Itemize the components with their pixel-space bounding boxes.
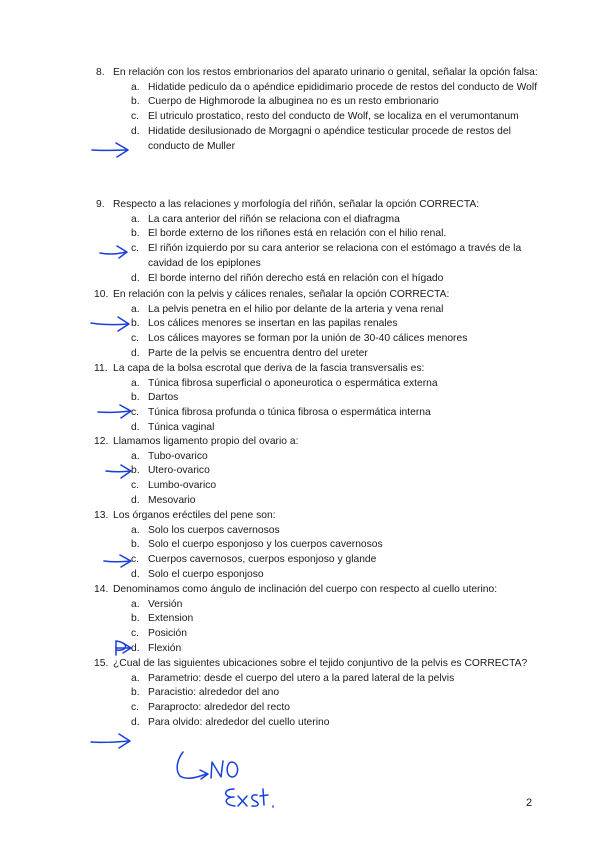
- question-number: 11.: [94, 363, 108, 374]
- question-text: En relación con los restos embrionarios del aparato urinario o genital, señalar la opción falsa:: [113, 67, 538, 78]
- option-b: [96, 391, 546, 406]
- question-number: 13.: [94, 510, 109, 521]
- option-text: Hidatide pediculo da o apéndice epididimario procede de restos del conducto de Wolf: [148, 81, 538, 93]
- option-letter: b.: [131, 392, 140, 404]
- options-list: [96, 672, 546, 731]
- question-number: 10.: [94, 289, 109, 300]
- option-letter: b.: [131, 687, 140, 699]
- option-text: Túnica fibrosa profunda o túnica fibrosa o espermática interna: [148, 407, 431, 419]
- option-text: La cara anterior del riñón se relaciona con el diafragma: [148, 213, 400, 225]
- option-letter: d.: [131, 347, 140, 359]
- option-letter: d.: [131, 125, 140, 137]
- options-list: [96, 377, 546, 436]
- option-letter: b.: [131, 228, 140, 240]
- option-letter: b.: [131, 96, 140, 108]
- option-letter: d.: [131, 716, 140, 728]
- question-number: 9.: [96, 199, 105, 210]
- option-text: La pelvis penetra en el hilio por delante de la arteria y vena renal: [148, 303, 444, 315]
- option-c: [96, 242, 546, 271]
- question-number: 15.: [94, 658, 109, 669]
- option-letter: d.: [131, 494, 140, 506]
- question-text: La capa de la bolsa escrotal que deriva de la fascia transversalis es:: [113, 363, 425, 374]
- option-text: El utriculo prostatico, resto del conducto de Wolf, se localiza en el verumontanum: [148, 111, 519, 123]
- options-list: [96, 598, 546, 657]
- option-letter: a.: [131, 81, 140, 93]
- option-text: Versión: [148, 598, 183, 610]
- options-list: [96, 524, 546, 583]
- option-c: [96, 553, 546, 568]
- option-letter: b.: [131, 465, 140, 477]
- question-number: 8.: [96, 67, 105, 78]
- option-text: El borde externo de los riñones está en relación con el hilio renal.: [148, 228, 447, 240]
- option-d: [96, 347, 546, 362]
- option-letter: a.: [131, 213, 140, 225]
- option-d: [96, 494, 546, 509]
- option-d: [96, 568, 546, 583]
- option-text: Los cálices mayores se forman por la unión de 30-40 cálices menores: [148, 333, 468, 345]
- option-b: [96, 95, 546, 110]
- option-letter: c.: [131, 554, 140, 566]
- option-a: [96, 377, 546, 392]
- option-d: [96, 421, 546, 436]
- options-list: [96, 303, 546, 362]
- question-12: [96, 435, 546, 509]
- option-c: [96, 479, 546, 494]
- question-number: 12.: [94, 436, 109, 447]
- option-text: Túnica fibrosa superficial o aponeurotica o espermática externa: [148, 377, 438, 389]
- option-text: Flexión: [148, 642, 182, 654]
- option-letter: b.: [131, 613, 140, 625]
- question-text: Llamamos ligamento propio del ovario a:: [113, 436, 299, 447]
- question-10: [96, 288, 546, 362]
- option-d: [96, 125, 546, 154]
- question-text: ¿Cual de las siguientes ubicaciones sobre el tejido conjuntivo de la pelvis es CORRECTA?: [113, 658, 528, 669]
- answer-arrow-icon: [91, 734, 130, 748]
- option-text: Solo el cuerpo esponjoso: [148, 568, 264, 580]
- option-letter: d.: [131, 421, 140, 433]
- question-text: Los órganos eréctiles del pene son:: [113, 510, 276, 521]
- option-letter: b.: [131, 318, 140, 330]
- option-letter: c.: [131, 333, 140, 345]
- question-text: Respecto a las relaciones y morfología del riñón, señalar la opción CORRECTA:: [113, 199, 480, 210]
- option-b: [96, 538, 546, 553]
- option-letter: c.: [131, 702, 140, 714]
- option-letter: c.: [131, 243, 140, 255]
- option-text: Dartos: [148, 392, 179, 404]
- option-letter: a.: [131, 377, 140, 389]
- option-c: [96, 332, 546, 347]
- option-text: Solo los cuerpos cavernosos: [148, 524, 280, 536]
- option-letter: d.: [131, 272, 140, 284]
- option-text: Utero-ovarico: [148, 465, 210, 477]
- option-text: Tubo-ovarico: [148, 450, 208, 462]
- option-letter: a.: [131, 303, 140, 315]
- option-text: Solo el cuerpo esponjoso y los cuerpos cavernosos: [148, 539, 383, 551]
- option-letter: c.: [131, 111, 140, 123]
- option-d: [96, 642, 546, 657]
- options-list: [96, 81, 546, 155]
- question-9: [96, 198, 546, 286]
- option-letter: b.: [131, 539, 140, 551]
- option-text: Cuerpo de Highmorode la albuginea no es un resto embrionario: [148, 96, 439, 108]
- option-text: Lumbo-ovarico: [148, 480, 217, 492]
- option-text: Posición: [148, 628, 187, 640]
- option-text: Mesovario: [148, 494, 196, 506]
- option-letter: a.: [131, 450, 140, 462]
- option-d: [96, 272, 546, 287]
- option-text: Túnica vaginal: [148, 421, 215, 433]
- option-letter: a.: [131, 672, 140, 684]
- option-text: Parte de la pelvis se encuentra dentro del ureter: [148, 347, 368, 359]
- option-letter: d.: [131, 568, 140, 580]
- option-a: [96, 672, 546, 687]
- option-b: [96, 686, 546, 701]
- option-text: Paracistio: alrededor del ano: [148, 687, 280, 699]
- option-b: [96, 317, 546, 332]
- option-letter: a.: [131, 524, 140, 536]
- option-letter: c.: [131, 407, 140, 419]
- question-11: [96, 362, 546, 436]
- option-text: El borde interno del riñón derecho está en relación con el hígado: [148, 272, 444, 284]
- option-text: Extension: [148, 613, 194, 625]
- option-text: Cuerpos cavernosos, cuerpos esponjoso y glande: [148, 554, 377, 566]
- option-letter: d.: [131, 642, 140, 654]
- question-13: [96, 509, 546, 583]
- option-c: [96, 701, 546, 716]
- option-text: Hidatide desilusionado de Morgagni o apéndice testicular procede de restos del conducto de Muller: [148, 125, 511, 152]
- option-a: [96, 524, 546, 539]
- option-letter: c.: [131, 480, 140, 492]
- option-c: [96, 110, 546, 125]
- option-a: [96, 450, 546, 465]
- option-b: [96, 464, 546, 479]
- option-b: [96, 227, 546, 242]
- option-text: El riñón izquierdo por su cara anterior se relaciona con el estómago a través de la cavidad de los epiplones: [148, 243, 522, 269]
- option-letter: a.: [131, 598, 140, 610]
- page-number: 2: [526, 797, 533, 809]
- option-letter: c.: [131, 628, 140, 640]
- option-d: [96, 716, 546, 731]
- options-list: [96, 213, 546, 287]
- option-text: Parametrio: desde el cuerpo del utero a la pared lateral de la pelvis: [148, 672, 455, 684]
- question-14: [96, 583, 546, 657]
- option-text: Paraprocto: alrededor del recto: [148, 702, 290, 714]
- handwritten-note-no-exst: [177, 752, 273, 807]
- question-8: [96, 66, 546, 154]
- options-list: [96, 450, 546, 509]
- option-a: [96, 213, 546, 228]
- question-number: 14.: [94, 584, 109, 595]
- option-text: Para olvido: alrededor del cuello uterino: [148, 716, 330, 728]
- option-text: Los cálices menores se insertan en las papilas renales: [148, 318, 398, 330]
- option-c: [96, 627, 546, 642]
- question-15: [96, 657, 546, 731]
- option-a: [96, 303, 546, 318]
- option-a: [96, 81, 546, 96]
- option-b: [96, 612, 546, 627]
- option-a: [96, 598, 546, 613]
- question-text: En relación con la pelvis y cálices renales, señalar la opción CORRECTA:: [113, 289, 450, 300]
- question-text: Denominamos como ángulo de inclinación del cuerpo con respecto al cuello uterino:: [113, 584, 498, 595]
- option-c: [96, 406, 546, 421]
